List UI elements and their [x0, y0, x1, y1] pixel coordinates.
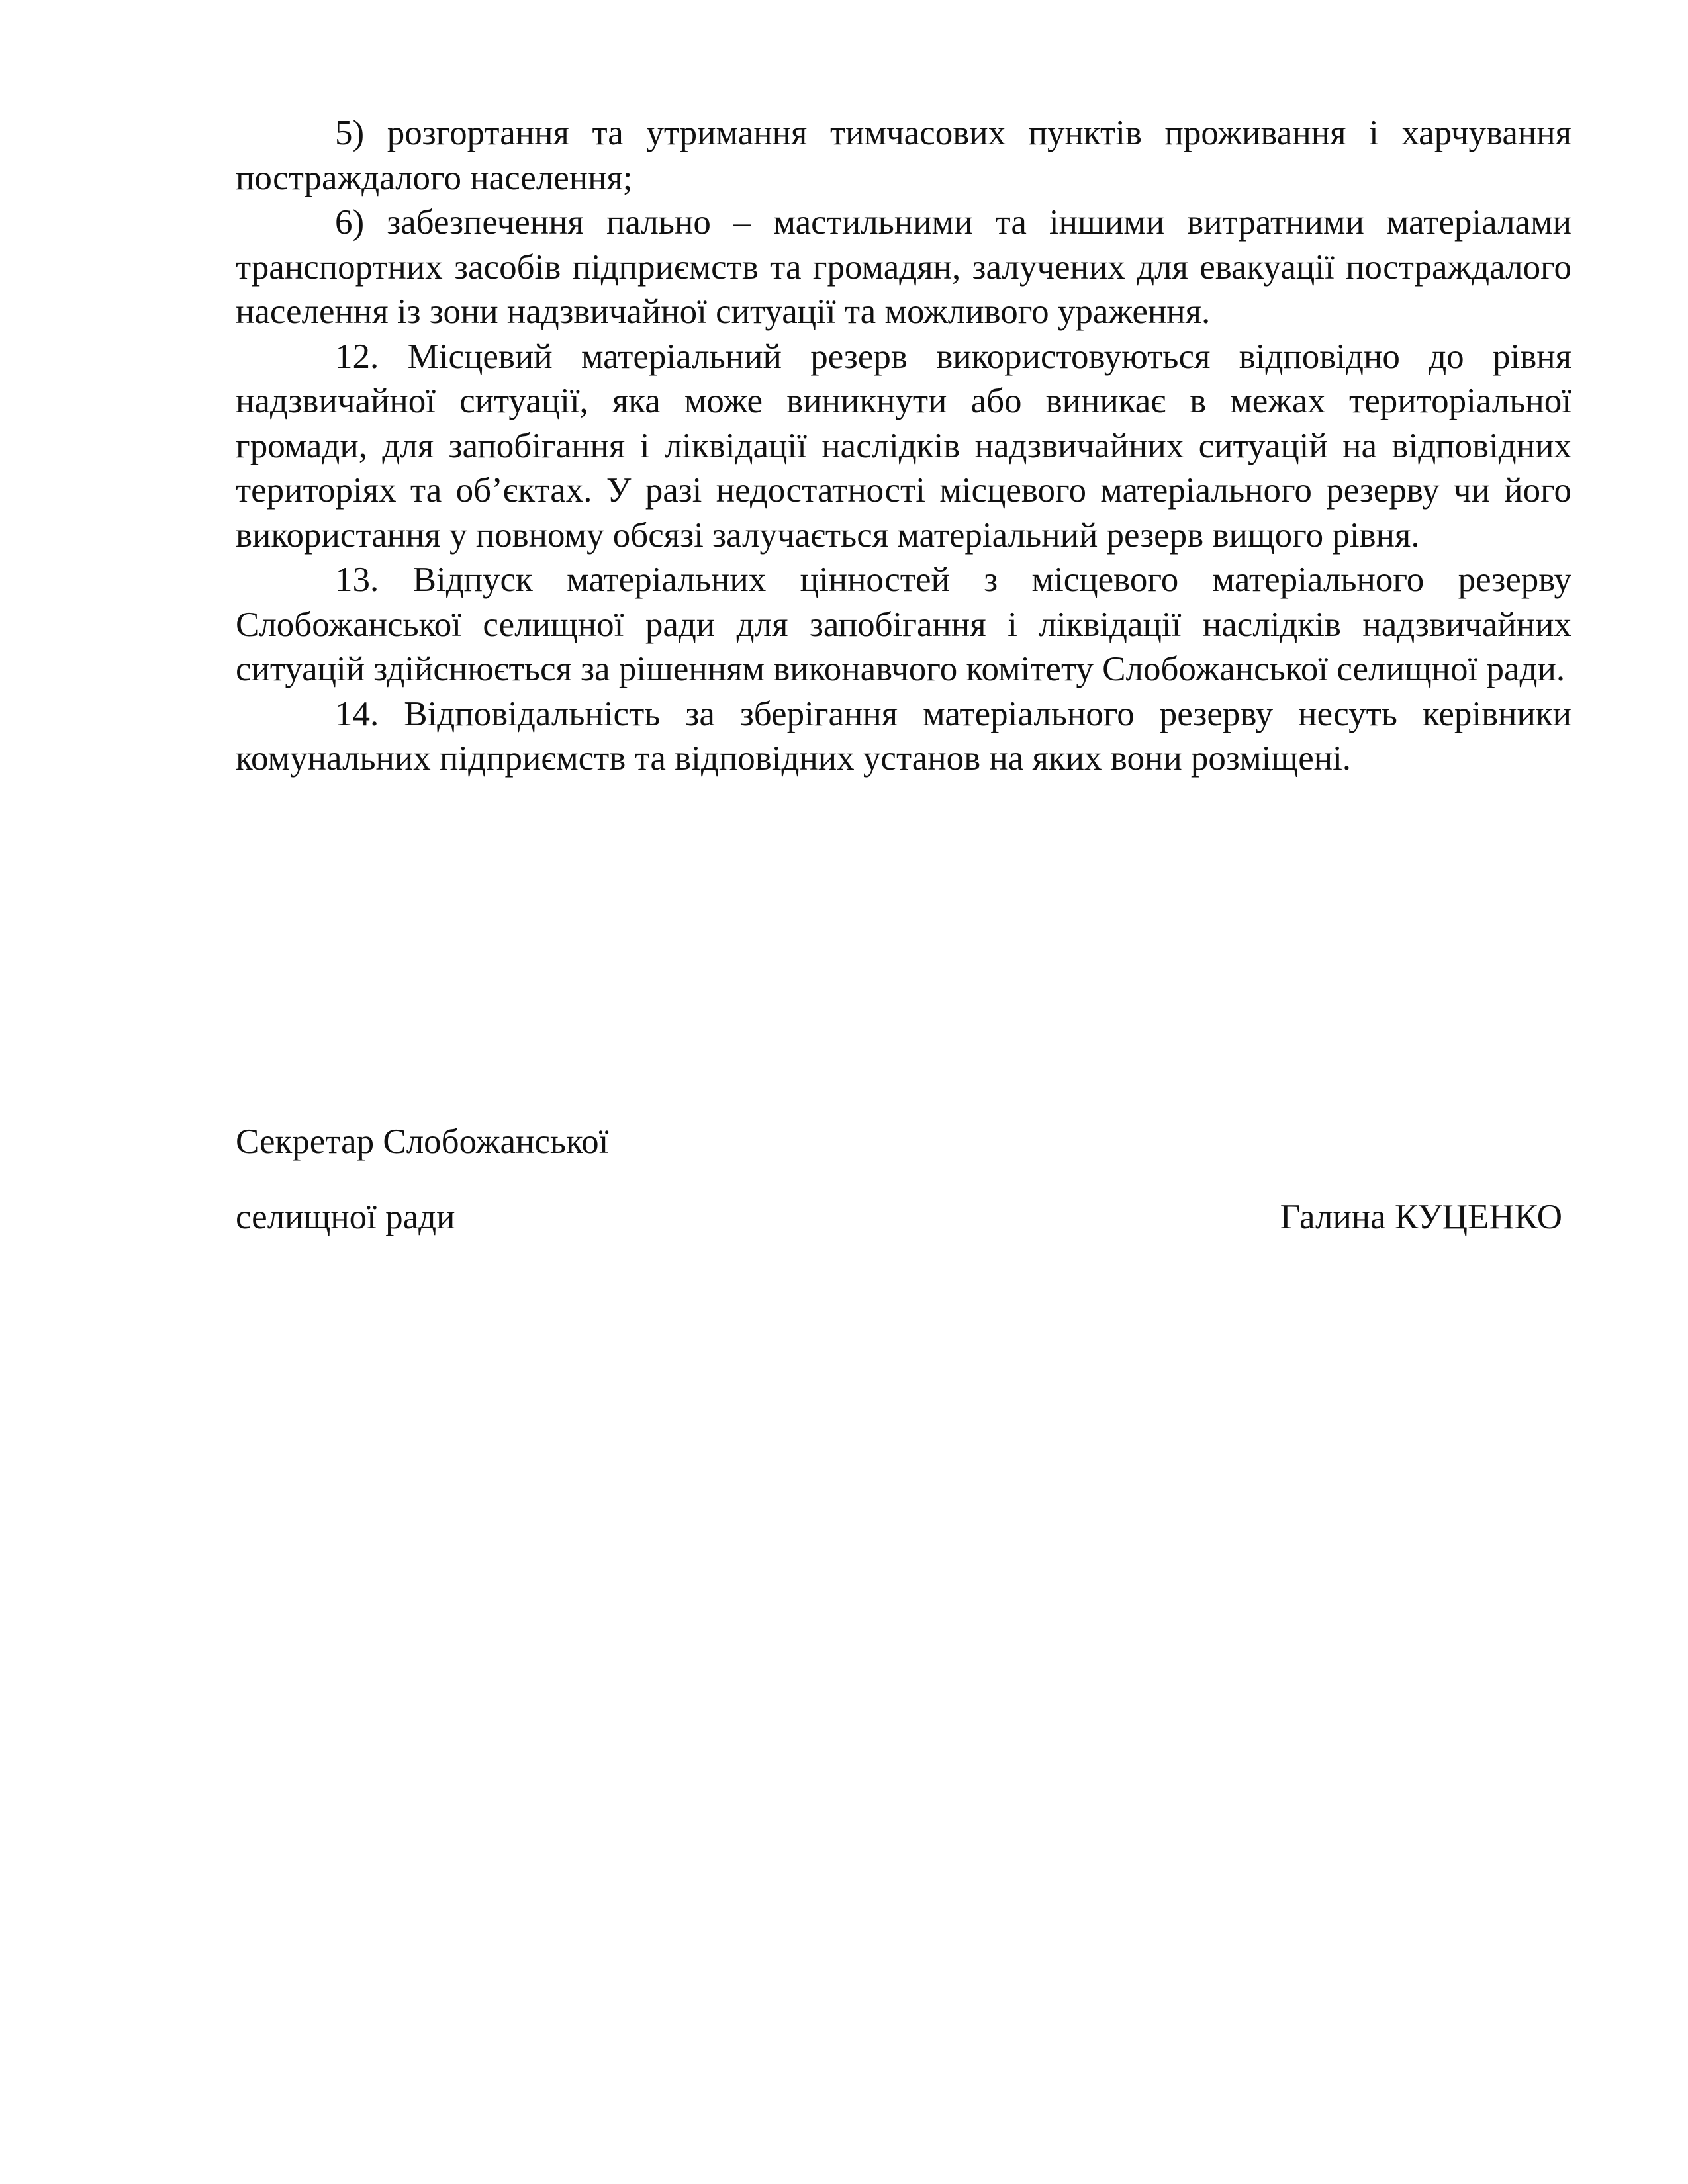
paragraph-clause-13: 13. Відпуск матеріальних цінностей з місцевого матеріального резерву Слобожанської селищної ради для запобігання і ліквідації наслідків надзвичайних ситуацій здійснюється за рішенням виконавчого комітету Слобожанської селищної ради.	[236, 561, 1571, 688]
paragraph-clause-12: 12. Місцевий матеріальний резерв використовуються відповідно до рівня надзвичайної ситуації, яка може виникнути або виникає в межах територіальної громади, для запобігання і ліквідації наслідків надзвичайних ситуацій на відповідних територіях та об’єктах. У разі недостатності місцевого матеріального резерву чи його використання у повному обсязі залучається матеріальний резерв вищого рівня.	[236, 337, 1571, 555]
paragraph-item-5: 5) розгортання та утримання тимчасових пунктів проживання і харчування постраждалого населення;	[236, 114, 1571, 197]
signature-block-bottom	[236, 1195, 1571, 1240]
paragraph-item-6: 6) забезпечення пально – мастильними та іншими витратними матеріалами транспортних засобів підприємств та громадян, залучених для евакуації постраждалого населення із зони надзвичайної ситуації та можливого ураження.	[236, 203, 1571, 331]
paragraph-clause-14: 14. Відповідальність за зберігання матеріального резерву несуть керівники комунальних підприємств та відповідних установ на яких вони розміщені.	[236, 694, 1571, 778]
signature-title-line1: Секретар Слобожанської	[236, 1122, 609, 1161]
signature-block-title	[236, 1120, 1571, 1165]
signature-title-line2: селищної ради	[236, 1198, 455, 1236]
document-body	[236, 111, 1571, 782]
signatory-name: Галина КУЦЕНКО	[1280, 1198, 1562, 1236]
